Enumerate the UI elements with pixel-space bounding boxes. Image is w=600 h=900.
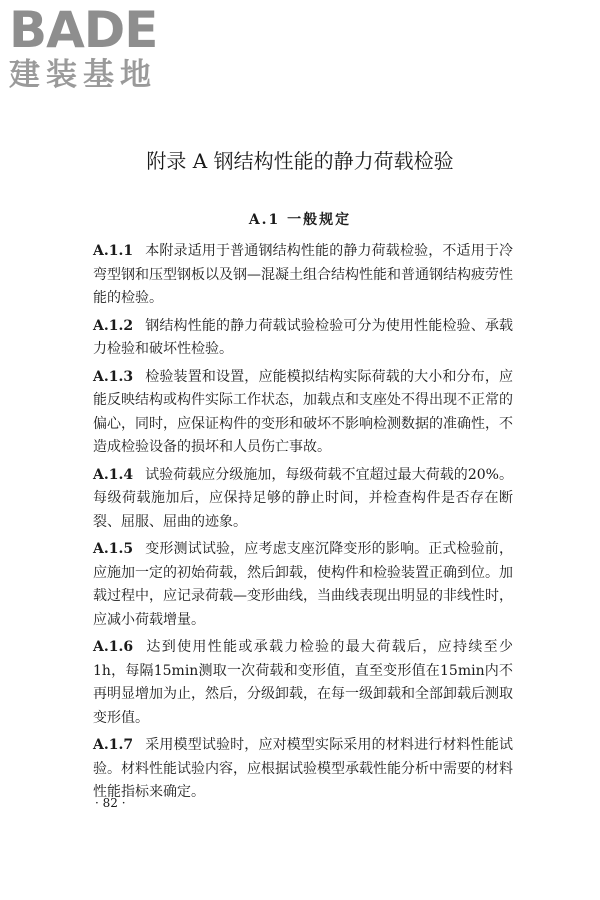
publisher-logo [9,1,179,94]
clause-text: 检验装置和设置，应能模拟结构实际荷载的大小和分布，应能反映结构或构件实际工作状态，加载点和支座处不得出现不正常的偏心，同时，应保证构件的变形和破坏不影响检测数据的准确性，不造成检验设备的损坏和人员伤亡事故。 [93,368,513,455]
section-title: A.1 一般规定 [248,212,352,228]
clause-a-1-5 [93,538,513,632]
logo-wordmark: BADE [9,1,158,59]
clause-a-1-2 [93,315,513,362]
logo-subtitle: 建装基地 [9,57,157,93]
clause-a-1-3 [93,366,513,460]
clause-number: A.1.6 [93,639,134,655]
clause-text: 采用模型试验时，应对模型实际采用的材料进行材料性能试验。材料性能试验内容，应根据试验模型承载性能分析中需要的材料性能指标来确定。 [93,737,513,800]
clause-a-1-1 [93,240,513,311]
appendix-title: 附录 A 钢结构性能的静力荷载检验 [146,149,454,173]
clause-text: 试验荷载应分级施加，每级荷载不宜超过最大荷载的20%。每级荷载施加后，应保持足够的静止时间，并检查构件是否存在断裂、屈服、屈曲的迹象。 [93,466,513,530]
clause-list [93,240,513,809]
clause-text: 钢结构性能的静力荷载试验检验可分为使用性能检验、承载力检验和破坏性检验。 [93,317,513,357]
clause-number: A.1.5 [93,541,134,557]
clause-text: 本附录适用于普通钢结构性能的静力荷载检验，不适用于冷弯型钢和压型钢板以及钢—混凝土组合结构性能和普通钢结构疲劳性能的检验。 [93,243,513,306]
clause-number: A.1.3 [93,368,134,385]
clause-text: 变形测试试验，应考虑支座沉降变形的影响。正式检验前，应施加一定的初始荷载，然后卸载，使构件和检验装置正确到位。加载过程中，应记录荷载—变形曲线，当曲线表现出明显的非线性时，应减小荷载增量。 [93,541,513,628]
clause-number: A.1.2 [93,317,134,334]
clause-number: A.1.4 [93,466,134,483]
clause-number: A.1.7 [93,737,134,753]
clause-a-1-7 [93,734,513,805]
page-number: · 82 · [95,796,126,810]
clause-text: 达到使用性能或承载力检验的最大荷载后，应持续至少1h，每隔15min测取一次荷载和变形值，直至变形值在15min内不再明显增加为止，然后，分级卸载，在每一级卸载和全部卸载后测取变形值。 [93,639,513,726]
clause-a-1-4 [93,464,513,535]
clause-a-1-6 [93,636,513,730]
clause-number: A.1.1 [93,243,134,259]
